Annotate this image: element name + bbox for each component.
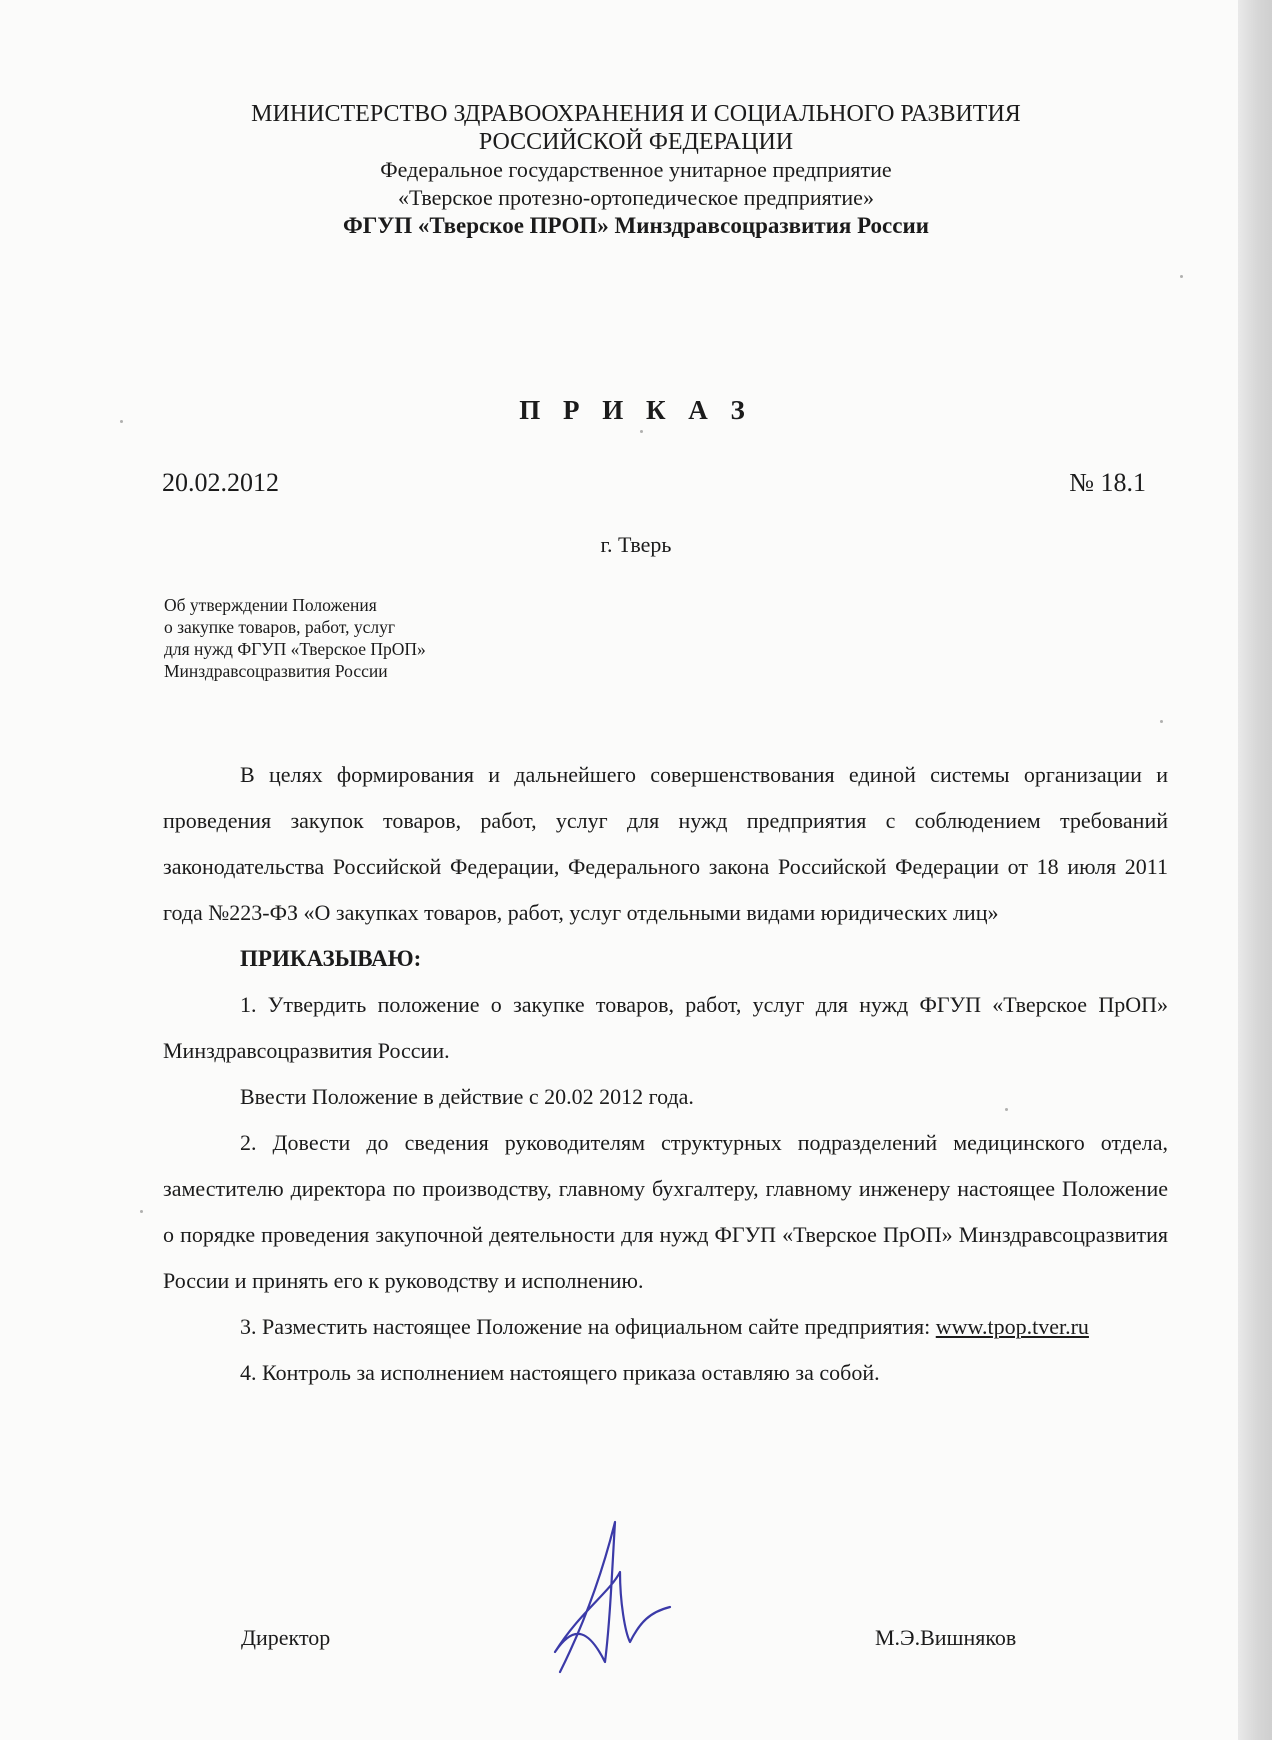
order-item-4: 4. Контроль за исполнением настоящего приказа оставляю за собой.	[240, 1360, 880, 1385]
enterprise-name: «Тверское протезно-ортопедическое предприятие»	[398, 185, 874, 210]
scan-speck	[1180, 275, 1183, 278]
scan-speck	[1160, 720, 1163, 723]
order-subject	[164, 594, 426, 682]
order-item-1: 1. Утвердить положение о закупке товаров, работ, услуг для нужд ФГУП «Тверское ПрОП» Минздравсоцразвития России.	[163, 992, 1168, 1063]
order-item-3	[163, 1304, 1168, 1350]
order-city: г. Тверь	[600, 532, 672, 557]
order-date: 20.02.2012	[162, 468, 279, 497]
subject-line: Об утверждении Положения	[164, 595, 377, 615]
order-item-1-effective: Ввести Положение в действие с 20.02 2012 года.	[240, 1084, 694, 1109]
subject-line: для нужд ФГУП «Тверское ПрОП»	[164, 639, 426, 659]
order-body	[163, 752, 1168, 1396]
scan-speck	[640, 430, 643, 433]
letterhead	[0, 100, 1272, 240]
signatory-name: М.Э.Вишняков	[875, 1625, 1017, 1650]
ministry-line-2: РОССИЙСКОЙ ФЕДЕРАЦИИ	[478, 129, 794, 155]
subject-line: Минздравсоцразвития России	[164, 661, 388, 681]
scan-speck	[840, 1140, 843, 1143]
scan-edge	[1238, 0, 1272, 1740]
document-title: П Р И К А З	[519, 395, 753, 425]
signatory-role: Директор	[241, 1625, 331, 1650]
scan-speck	[140, 1210, 143, 1213]
order-number: № 18.1	[1069, 468, 1146, 497]
decree-heading: ПРИКАЗЫВАЮ:	[240, 946, 422, 971]
website-link[interactable]: www.tpop.tver.ru	[935, 1314, 1089, 1339]
subject-line: о закупке товаров, работ, услуг	[164, 617, 396, 637]
enterprise-type: Федеральное государственное унитарное предприятие	[380, 157, 892, 182]
preamble-paragraph: В целях формирования и дальнейшего совершенствования единой системы организации и проведения закупок товаров, работ, услуг для нужд предприятия с соблюдением требований законодательства Российской Федерации, Федерального закона Российской Федерации от 18 июля 2011 года №223-ФЗ «О закупках товаров, работ, услуг отдельными видами юридических лиц»	[163, 762, 1168, 925]
scan-speck	[120, 420, 123, 423]
scan-speck	[1005, 1108, 1008, 1111]
ministry-line-1: МИНИСТЕРСТВО ЗДРАВООХРАНЕНИЯ И СОЦИАЛЬНОГО РАЗВИТИЯ	[251, 101, 1021, 127]
enterprise-short-name: ФГУП «Тверское ПРОП» Минздравсоцразвития России	[343, 213, 929, 238]
order-item-2: 2. Довести до сведения руководителям структурных подразделений медицинского отдела, заместителю директора по производству, главному бухгалтеру, главному инженеру настоящее Положение о порядке проведения закупочной деятельности для нужд ФГУП «Тверское ПрОП» Минздравсоцразвития России и принять его к руководству и исполнению.	[163, 1130, 1168, 1293]
handwritten-signature	[520, 1512, 690, 1682]
order-item-3-text: 3. Разместить настоящее Положение на официальном сайте предприятия:	[240, 1314, 931, 1339]
